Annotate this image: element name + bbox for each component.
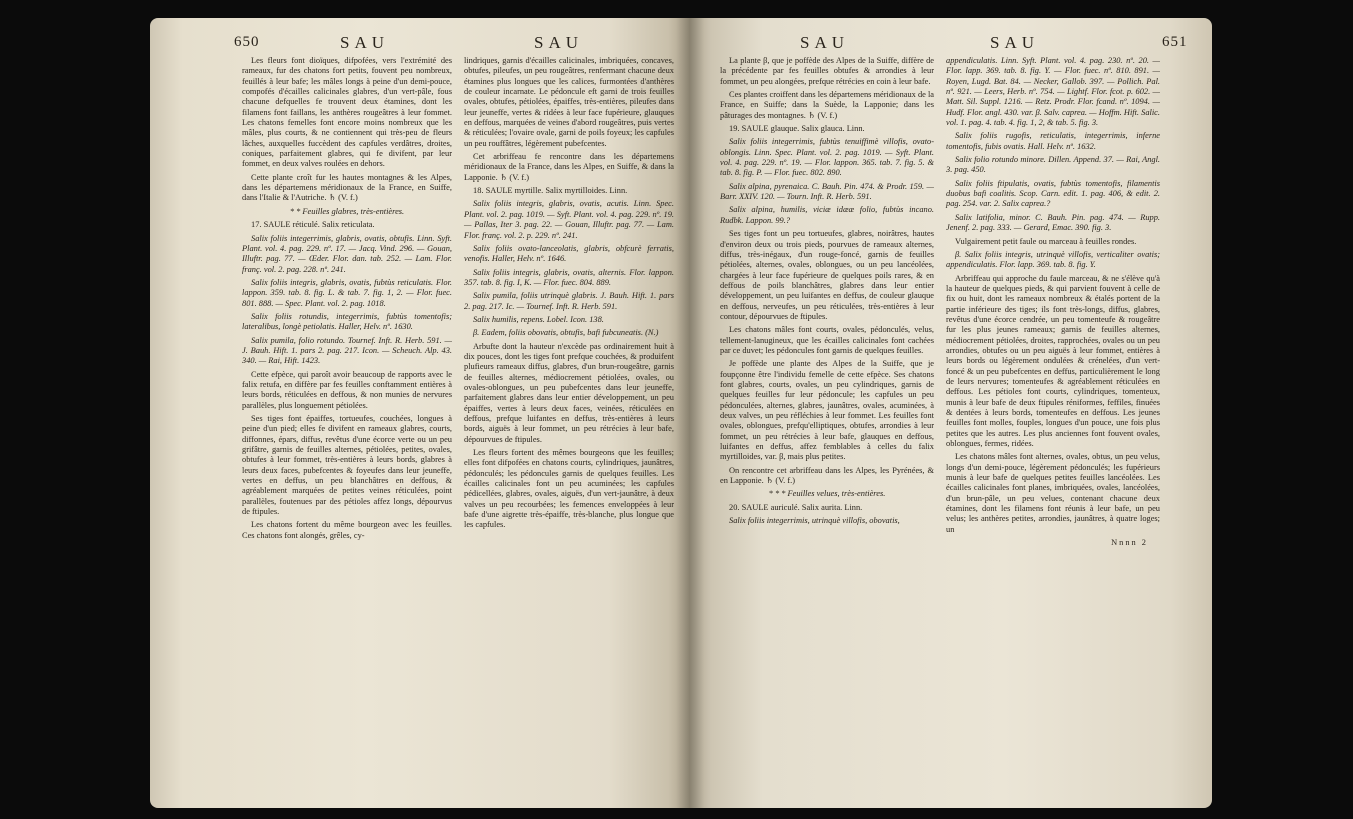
paragraph: Cette efpèce, qui paroît avoir beaucoup de rapports avec le falix retufa, en diffère par fes feuilles conftamment entières à leurs bords, réticulées en deffous, & non munies de nervures parallèles, plus longuement pétiolées. <box>242 369 452 410</box>
paragraph: Les chatons fortent du même bourgeon avec les feuilles. Ces chatons font alongés, grêles, cy- <box>242 520 452 540</box>
paragraph: Cette plante croît fur les hautes montagnes & les Alpes, dans les départemens méridionaux de la France, en Suiffe, dans l'Italie & l'Autriche. ♄ (V. f.) <box>242 172 452 203</box>
left-page-number: 650 <box>234 34 260 50</box>
section-heading: * * Feuilles glabres, très-entières. <box>289 206 405 216</box>
species-heading: 19. SAULE glauque. Salix glauca. Linn. <box>729 124 865 134</box>
right-columns <box>720 56 1162 798</box>
right-running-head-word-1: SAU <box>800 33 850 52</box>
right-column-1 <box>720 56 934 798</box>
paragraph: Ses tiges font épaiffes, tortueufes, couchées, longues à peine d'un pied; elles fe divifent en rameaux glabres, courts, diffonnes, épars, diffus, revêtus d'une écorce verte ou un peu grifâtre, garnis de feuilles alternes, pétiolées, petites, ovales, obtufes à leur fommet, très-entières à leurs bords, glabres à leurs deux faces, pubefcentes & foyeufes dans leur jeuneffe, vertes en deffus, un peu blanchâtres en deffous, & agréablement marquées de petites veines réticulées, point parallèles, foutenues par des pétioles affez longs, dépourvus de ftipules. <box>242 414 452 517</box>
synonym: Salix foliis integris, glabris, ovatis, acutis. Linn. Spec. Plant. vol. 2. pag. 1019. — Syft. Plant. vol. 4. pag. 229. nº. 19. — Pallas, Iter 3. pag. 22. — Gouan, Illuftr. pag. 77. — Lam. Flor. franç. vol. 2. p. 229. nº. 241. <box>464 199 674 240</box>
synonym: Salix foliis integerrimis, utrinquè villofis, obovatis, <box>729 516 900 526</box>
paragraph: Arbufte dont la hauteur n'excède pas ordinairement huit à dix pouces, dont les tiges font prefque couchées, & produifent plufieurs rameaux diffus, glabres, d'un brun-rougeâtre, garnis de feuilles alternes, médiocrement pétiolées, ovales, ou ovales-oblongues, un peu pubefcentes dans leur jeuneffe, parfaitement glabres dans leur entier développement, un peu épaiffes, vertes à leurs deux faces, veinées, réticulées en deffous, prefque luifantes en deffus, très-entières à leurs bords, aiguës à leur fommet, un peu rétrécies à leur bafe, dépourvues de ftipules. <box>464 341 674 444</box>
section-heading: * * * Feuilles velues, très-entières. <box>768 489 886 499</box>
synonym: Salix humilis, repens. Lobel. Icon. 138. <box>473 314 604 324</box>
synonym: appendiculatis. Linn. Syft. Plant. vol. 4. pag. 230. nº. 20. — Flor. lapp. 369. tab. 8. fig. Y. — Flor. fuec. nº. 810. 891. — Royen, Lugd. Bat. 84. — Necker, Gallob. 397. — Pollich. Pal. nº. 921. — Leers, Herb. nº. 754. — Lightf. Flor. fcot. p. 602. — Matt. Sil. Suppl. 1216. — Retz. Prodr. Flor. fcand. nº. 1094. — Hudf. Flor. angl. 430. var. β. Salv. caprea. — Hoffm. Hift. Salic. vol. 1. pag. 4. tab. 4. fig. 1, 2, & tab. 5. fig. 3. <box>946 56 1160 128</box>
species-heading: 20. SAULE auriculé. Salix aurita. Linn. <box>729 502 863 512</box>
synonym: Salix foliis integris, glabris, ovatis, fubtùs reticulatis. Flor. lappon. 359. tab. 8. fig. L. & tab. 7. fig. 1, 2. — Flor. fuec. 801. 888. — Spec. Plant. vol. 2. pag. 1018. <box>242 277 452 308</box>
synonym: Salix alpina, humilis, viciæ idææ folio, fubtùs incano. Rudbk. Lappon. 99.? <box>720 205 934 225</box>
paragraph: Ses tiges font un peu tortueufes, glabres, noirâtres, hautes d'environ deux ou trois pieds, pourvues de rameaux alternes, diffus, très-inégaux, d'un rouge-foncé, garnis de feuilles pétiolées, alternes, ovales, oblongues, ou un peu lancéolées, chargées à leur face fupérieure de quelques poils rares, & en deffous de poils blanchâtres, glabres dans leur entier développement, un peu luifantes en deffus, de couleur glauque en deffous, nerveufes, un peu réticulées, très-entières à leur contour, dépourvues de ftipules. <box>720 229 934 321</box>
synonym: Salix foliis integerrimis, fubtùs tenuiffimè villofis, ovato-oblongis. Linn. Spec. Plant. vol. 2. pag. 1019. — Syft. Plant. vol. 4. pag. 229. nº. 19. — Flor. lappon. 365. tab. 7. fig. 5. & tab. 8. fig. P. — Flor. fuec. 802. 890. <box>720 137 934 178</box>
paragraph: Vulgairement petit faule ou marceau à feuilles rondes. <box>955 236 1137 246</box>
gutter-shadow <box>690 18 704 808</box>
right-running-head <box>690 32 1212 58</box>
paragraph: Les fleurs font dioïques, difpofées, vers l'extrémité des rameaux, fur des chatons fort petits, fouvent peu nombreux, feuillés à leur bafe; les mâles longs à peine d'un demi-pouce, compofés d'écailles calicinales glabres, d'un vert-pâle, fous chacune defquelles fe trouvent deux étamines, dont les filamens font faillans, les anthères rougeâtres à leur fommet. Les chatons femelles font encore moins nombreux que les mâles, plus courts, & ne contiennent qui très-peu de fleurs lâches, auxquelles fuccèdent des capfules verdâtres, droites, coniques, parfaitement glabres, qui fe divifent, par leur fommet, en deux valves roulées en dehors. <box>242 56 452 169</box>
paragraph: lindriques, garnis d'écailles calicinales, imbriquées, concaves, obtufes, pileufes, un peu rougeâtres, renfermant chacune deux étamines plus longues que les calices, furmontées d'anthères de couleur incarnate. Le pédoncule eft garni de trois feuilles ovales, obtufes, pétiolées, épaiffes, très-entières, pileufes dans leur jeuneffe, vertes & ridées à leur face fupérieure, glauques en deffous, marquées de veines d'abord rougeâtres, puis vertes & réticulées; l'ovaire ovale, garni de poils foyeux; les capfules un peu rouffâtres, légèrement pubefcentes. <box>464 56 674 148</box>
right-running-head-word-2: SAU <box>990 33 1040 52</box>
synonym: Salix latifolia, minor. C. Bauh. Pin. pag. 474. — Rupp. Jenenf. 2. pag. 333. — Gerard, Emac. 390. fig. 3. <box>946 212 1160 233</box>
paragraph: Les chatons mâles font courts, ovales, pédonculés, velus, tellement-lanugineux, que les écailles calicinales font cachées par ce duvet; les pédoncules font garnis de quelques feuilles. <box>720 325 934 355</box>
paragraph: Arbriffeau qui approche du faule marceau, & ne s'élève qu'à la hauteur de quelques pieds, & qui parvient fouvent à celle de fix ou huit, dont les rameaux nombreux & étalés portent de la partie inférieure des tiges; ils font très-longs, diffus, glabres, revêtus d'une écorce cendrée, un peu tomenteufe & rougeâtre fur les plus jeunes rameaux; garnis de feuilles alternes, médiocrement pétiolées, droites, rapprochées, ovales ou un peu arrondies, obtufes ou un peu aiguës à leur fommet, entières à leurs bords ou légèrement ondulées & crénelées, d'un vert-foncé & un peu pubefcentes en deffus, particulièrement le long de leurs nervures; tomenteufes & agréablement réticulées en deffous. Les pétioles font courts, cylindriques, tomenteux, munis à leur bafe de deux ftipules réniformes, feffiles, finuées & dentées à leurs bords, tomenteufes en deffous. Les jeunes feuilles font molles, fouples, longues d'un pouce, une fois plus petites que les autres. Les plus anciennes font fouvent ovales, oblongues, fermes, ridées. <box>946 273 1160 449</box>
variety: β. Salix foliis integris, utrinquè villofis, verticaliter ovatis; appendiculatis. Flor. lapp. 369. tab. 8. fig. Y. <box>946 249 1160 270</box>
paragraph: Je poffède une plante des Alpes de la Suiffe, que je foupçonne être l'individu femelle de cette efpèce. Ses chatons font glabres, courts, ovales, un peu cylindriques, garnis de quelques feuilles fur leur pédoncule; les capfules un peu pédonculées, alternes, glabres, jaunâtres, ovales, acuminées, à deux valves, un peu réfléchies à leur fommet. Les feuilles font ovales, oblongues, prefqu'elliptiques, obtufes, arrondies à leur fommet, un peu rétrécies à leur bafe, glauques en deffous, luifantes en deffus, affez femblables à celles du falix myrtilloides, var. β, mais plus petites. <box>720 359 934 462</box>
synonym: Salix foliis rugofis, reticulatis, integerrimis, inferne tomentofis, fubis ovatis. Hall. Helv. nº. 1632. <box>946 131 1160 151</box>
synonym: Salix foliis ovato-lanceolatis, glabris, obfcurè ferratis, venofis. Haller, Helv. nº. 1646. <box>464 243 674 264</box>
synonym: Salix alpina, pyrenaica. C. Bauh. Pin. 474. & Prodr. 159. — Barr. XXIV. 120. — Tourn. Inft. R. Herb. 591. <box>720 181 934 202</box>
right-page-number: 651 <box>1162 34 1188 50</box>
left-column-2 <box>464 56 674 798</box>
paragraph: Cet arbriffeau fe rencontre dans les départemens méridionaux de la France, dans les Alpes, en Suiffe, & dans la Lapponie. ♄ (V. f.) <box>464 152 674 182</box>
left-running-head <box>150 32 690 58</box>
paragraph: Ces plantes croiffent dans les départemens méridionaux de la France, en Suiffe; dans la Suède, la Lapponie; dans les pâturages des montagnes. ♄ (V. f.) <box>720 90 934 120</box>
left-running-head-word-1: SAU <box>340 33 390 52</box>
left-column-1 <box>242 56 452 798</box>
species-heading: 18. SAULE myrtille. Salix myrtilloides. Linn. <box>473 186 628 196</box>
synonym: Salix foliis integerrimis, glabris, ovatis, obtufis. Linn. Syft. Plant. vol. 4. pag. 229. nº. 17. — Jacq. Vind. 296. — Gouan, Illuftr. pag. 77. — Œder. Flor. dan. tab. 252. — Lam. Flor. franç. vol. 2. pag. 228. nº. 241. <box>242 233 452 274</box>
left-columns <box>242 56 674 798</box>
species-heading: 17. SAULE réticulé. Salix reticulata. <box>251 220 375 230</box>
synonym: Salix foliis integris, glabris, ovatis, alternis. Flor. lappon. 357. tab. 8. fig. I, K. — Flor. fuec. 804. 889. <box>464 267 674 287</box>
right-column-2 <box>946 56 1160 798</box>
synonym: Salix pumila, folio rotundo. Tournef. Inft. R. Herb. 591. — J. Bauh. Hift. 1. pars 2. pag. 217. Icon. — Scheuch. Alp. 43. 340. — Rai, Hift. 1423. <box>242 335 452 366</box>
left-running-head-word-2: SAU <box>534 33 584 52</box>
synonym: Salix foliis rotundis, integerrimis, fubtùs tomentofis; lateralibus, longè petiolatis. Haller, Helv. nº. 1630. <box>242 311 452 332</box>
signature-mark: Nnnn 2 <box>1111 538 1148 548</box>
synonym: Salix folio rotundo minore. Dillen. Append. 37. — Rai, Angl. 3. pag. 450. <box>946 155 1160 175</box>
left-page <box>150 18 690 808</box>
book-spread <box>150 18 1212 808</box>
paragraph: La plante β, que je poffède des Alpes de la Suiffe, diffère de la précédente par fes feuilles obtufes & arrondies à leur fommet, un peu alongées, prefque rétrécies en coin à leur bafe. <box>720 56 934 86</box>
paragraph: Les chatons mâles font alternes, ovales, obtus, un peu velus, longs d'un demi-pouce, légèrement pédonculés; les fupérieurs munis à leur bafe de quelques petites feuilles lancéolées. Les écailles calicinales font planes, imbriquées, ovales, lancéolées, d'un brun-pâle, un peu velues, contenant chacune deux étamines, dont les filamens font réunis à leur bafe, un peu velus; les anthères petites, arrondies, jaunâtres, à quatre loges; un <box>946 452 1160 534</box>
variety: β. Eadem, foliis obovatis, obtufis, bafi fubcuneatis. (N.) <box>473 328 659 338</box>
paragraph: On rencontre cet arbriffeau dans les Alpes, les Pyrénées, & en Lapponie. ♄ (V. f.) <box>720 465 934 486</box>
right-page <box>690 18 1212 808</box>
synonym: Salix pumila, foliis utrinquè glabris. J. Bauh. Hift. 1. pars 2. pag. 217. Ic. — Tournef. Inft. R. Herb. 591. <box>464 291 674 311</box>
gutter-shadow <box>676 18 690 808</box>
synonym: Salix foliis ftipulatis, ovatis, fubtùs tomentofis, filamentis duobus bafi coalitis. Scop. Carn. edit. 1. pag. 406, & edit. 2. pag. 254. var. 2. Salix caprea.? <box>946 178 1160 209</box>
paragraph: Les fleurs fortent des mêmes bourgeons que les feuilles; elles font difpofées en chatons courts, cylindriques, jaunâtres, pédonculés; les pédoncules garnis de quelques feuilles. Les écailles calicinales font un peu acuminées; les capfules pédicellées, glabres, ovales, aiguës, d'un vert-jaunâtre, à deux valves un peu recourbées; les femences enveloppées à leur bafe d'une aigrette très-épaiffe, très-blanche, plus longue que les capfules. <box>464 448 674 530</box>
